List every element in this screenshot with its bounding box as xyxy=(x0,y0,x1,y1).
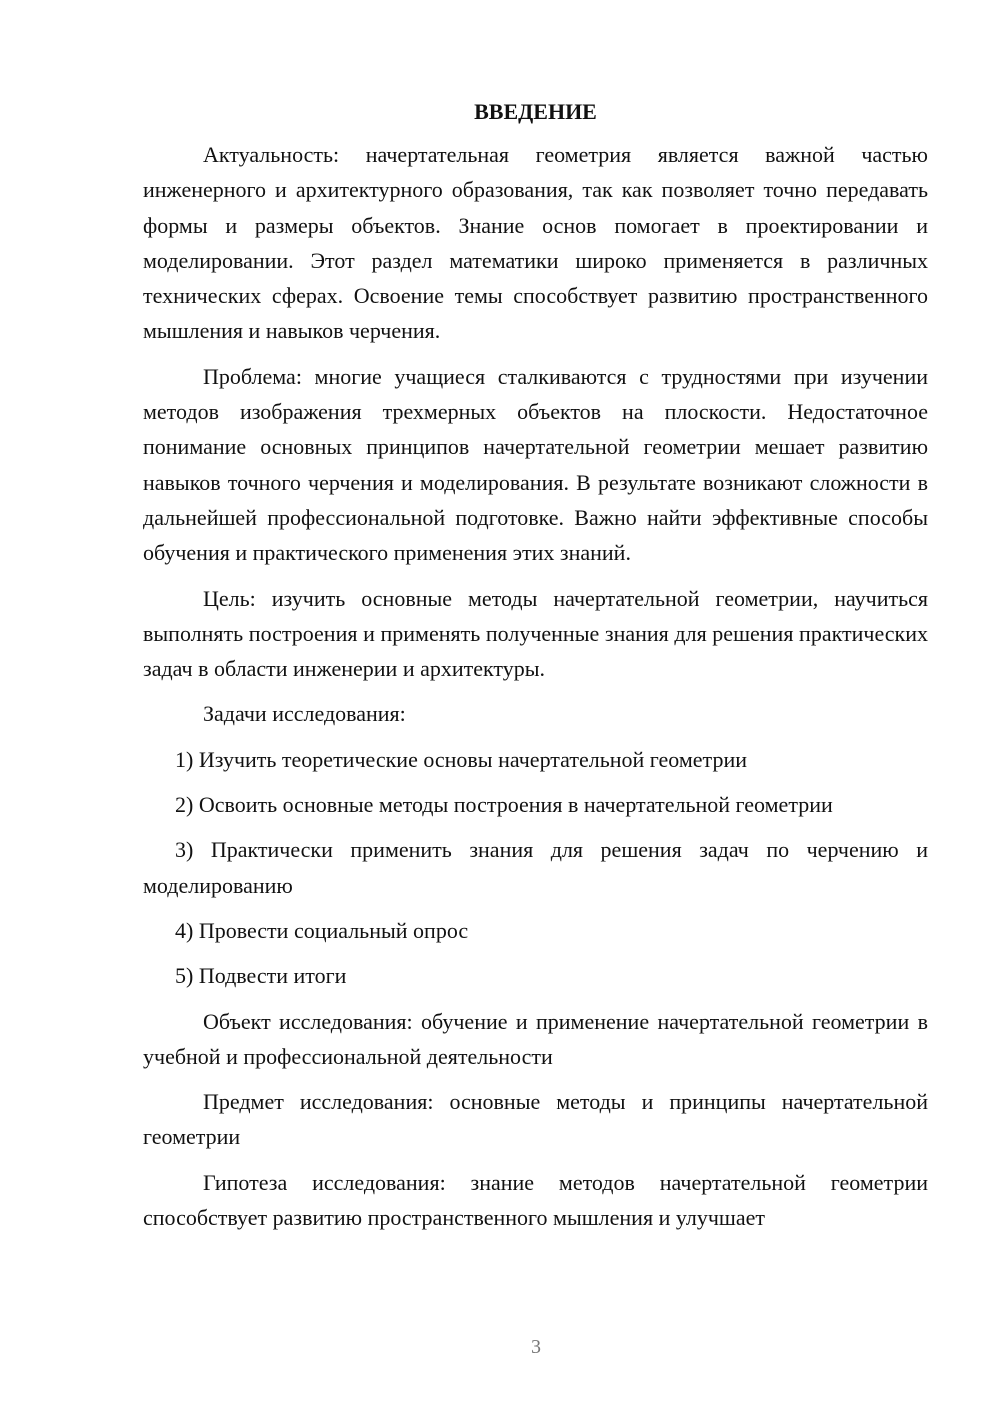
section-heading: ВВЕДЕНИЕ xyxy=(474,99,597,124)
page-content xyxy=(143,94,928,1245)
hypothesis-paragraph: Гипотеза исследования: знание методов начертательной геометрии способствует развитию пространственного мышления и улучшает xyxy=(143,1169,928,1231)
goal-paragraph: Цель: изучить основные методы начертательной геометрии, научиться выполнять построения и применять полученные знания для решения практических задач в области инженерии и архитектуры. xyxy=(143,585,928,682)
task-item-2: 2) Освоить основные методы построения в начертательной геометрии xyxy=(175,792,833,818)
object-paragraph: Объект исследования: обучение и применение начертательной геометрии в учебной и профессиональной деятельности xyxy=(143,1008,928,1069)
task-item-1: 1) Изучить теоретические основы начертательной геометрии xyxy=(175,746,747,772)
task-item-4: 4) Провести социальный опрос xyxy=(175,917,469,943)
task-item-3: 3) Практически применить знания для решения задач по черчению и моделированию xyxy=(143,837,928,898)
problem-paragraph: Проблема: многие учащиеся сталкиваются с трудностями при изучении методов изображения трехмерных объектов на плоскости. Недостаточное понимание основных принципов начертательной геометрии мешает развитию навыков точного черчения и моделирования. В результате возникают сложности в дальнейшей профессиональной подготовке. Важно найти эффективные способы обучения и практического применения этих знаний. xyxy=(143,363,928,566)
task-item-5: 5) Подвести итоги xyxy=(175,963,347,989)
subject-paragraph: Предмет исследования: основные методы и принципы начертательной геометрии xyxy=(143,1089,928,1150)
tasks-title: Задачи исследования: xyxy=(203,701,406,727)
page-number: 3 xyxy=(531,1336,541,1358)
relevance-paragraph: Актуальность: начертательная геометрия является важной частью инженерного и архитектурного образования, так как позволяет точно передавать формы и размеры объектов. Знание основ помогает в проектировании и моделировании. Этот раздел математики широко применяется в различных технических сферах. Освоение темы способствует развитию пространственного мышления и навыков черчения. xyxy=(143,142,928,344)
